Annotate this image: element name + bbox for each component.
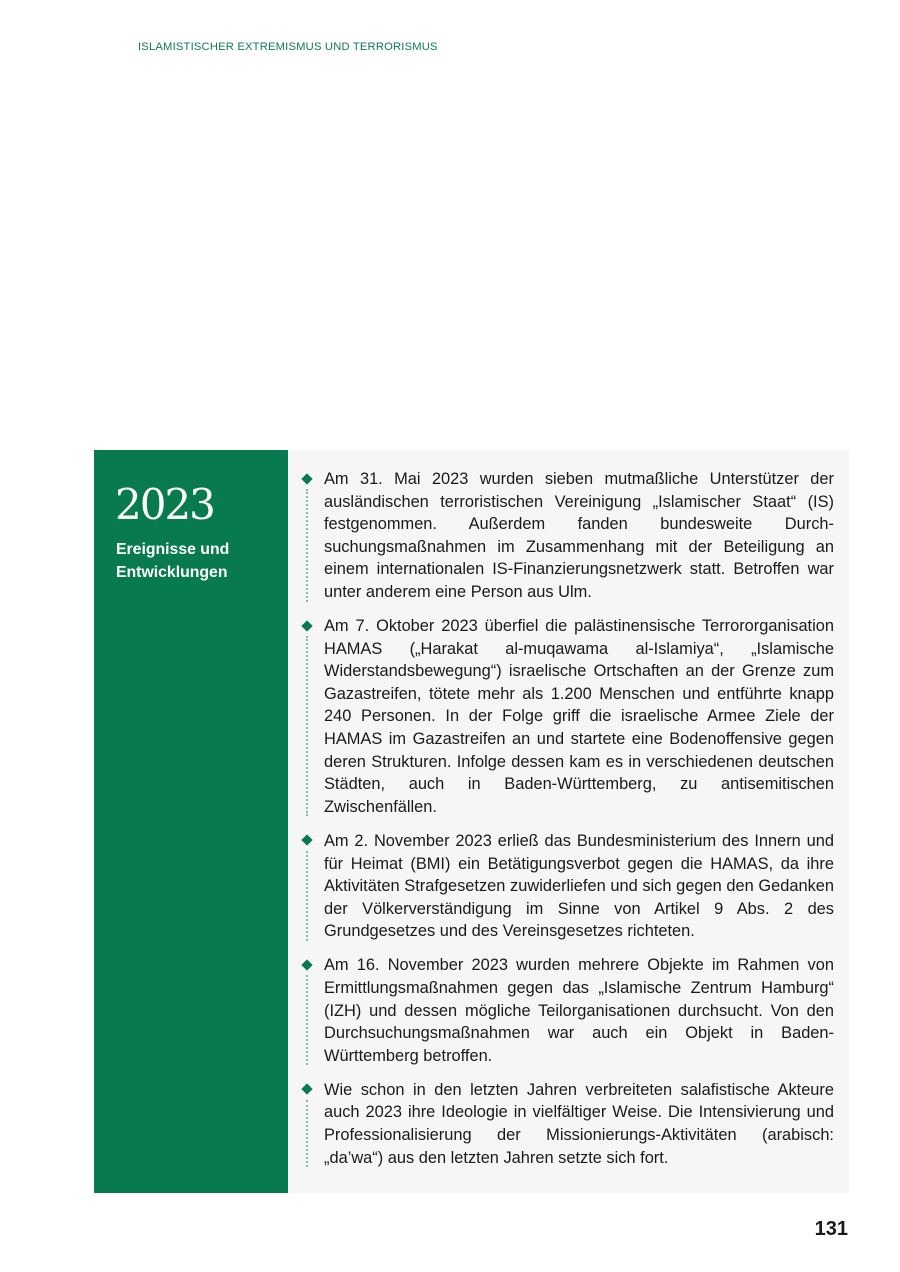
subtitle-line-1: Ereignisse und (116, 541, 230, 558)
event-item (294, 1079, 834, 1169)
event-text: Am 7. Oktober 2023 überfiel die palästinensische Terrororganisation HAMAS („Harakat al-muqawama al-Islamiya“, „Islamische Widerstandsbewegung“) israelische Ortschaften an der Grenze zum Gazastreifen, tötete mehr als 1.200 Menschen und entführte knapp 240 Personen. In der Folge griff die israelische Armee Ziele der HAMAS im Gazastreifen an und startete eine Bodenoffensive gegen deren Strukturen. Infolge dessen kam es in verschiedenen deutschen Städten, auch in Baden-Württemberg, zu antisemitischen Zwischenfällen. (324, 617, 834, 816)
event-item (294, 615, 834, 818)
event-text: Am 16. November 2023 wurden mehrere Objekte im Rahmen von Ermittlungsmaßnahmen gegen das „Islamische Zentrum Hamburg“ (IZH) und dessen mögliche Teilorganisationen durchsucht. Von den Durchsuchungsmaßnahmen war auch ein Objekt in Baden-Württemberg betroffen. (324, 956, 834, 1065)
running-header: ISLAMISTISCHER EXTREMISMUS UND TERRORISMUS (138, 41, 438, 53)
event-text: Am 31. Mai 2023 wurden sieben mutmaßliche Unterstützer der ausländischen terroristischen Vereinigung „Islamischer Staat“ (IS) festgenommen. Außerdem fanden bundesweite Durchsuchungsmaßnahmen im Zusammenhang mit der Beteiligung an einem internationalen IS-Finanzierungsnetzwerk statt. Betroffen war unter anderem eine Person aus Ulm. (324, 470, 834, 601)
dotted-line (306, 975, 308, 1065)
event-text: Wie schon in den letzten Jahren verbreiteten salafistische Akteure auch 2023 ihre Ideologie in vielfältiger Weise. Die Intensivierung und Professionalisierung der Missionierungs-Aktivitäten (arabisch: „da’wa“) aus den letzten Jahren setzte sich fort. (324, 1080, 834, 1167)
events-panel (94, 450, 849, 1193)
dotted-line (306, 1100, 308, 1167)
event-text: Am 2. November 2023 erließ das Bundesministerium des Innern und für Heimat (BMI) ein Betätigungsverbot gegen die HAMAS, da ihre Aktivitäten Strafgesetzen zuwiderliefen und sich gegen den Gedanken der Völkerverständigung im Sinne von Artikel 9 Abs. 2 des Grundgesetzes und des Vereinsgesetzes richteten. (324, 831, 834, 941)
page-number: 131 (814, 1218, 848, 1240)
sidebar-subtitle (116, 538, 281, 584)
event-item (294, 468, 834, 604)
diamond-bullet-icon (301, 473, 312, 484)
year-heading: 2023 (115, 480, 214, 529)
event-list (294, 468, 834, 1169)
diamond-bullet-icon (301, 620, 312, 631)
diamond-bullet-icon (301, 959, 312, 970)
diamond-bullet-icon (301, 1084, 312, 1095)
diamond-bullet-icon (301, 835, 312, 846)
event-item (294, 954, 834, 1067)
dotted-line (306, 489, 308, 602)
event-item (294, 830, 834, 943)
dotted-line (306, 851, 308, 941)
subtitle-line-2: Entwicklungen (116, 564, 228, 581)
dotted-line (306, 636, 308, 816)
events-content (294, 468, 834, 1183)
sidebar (94, 450, 288, 1193)
